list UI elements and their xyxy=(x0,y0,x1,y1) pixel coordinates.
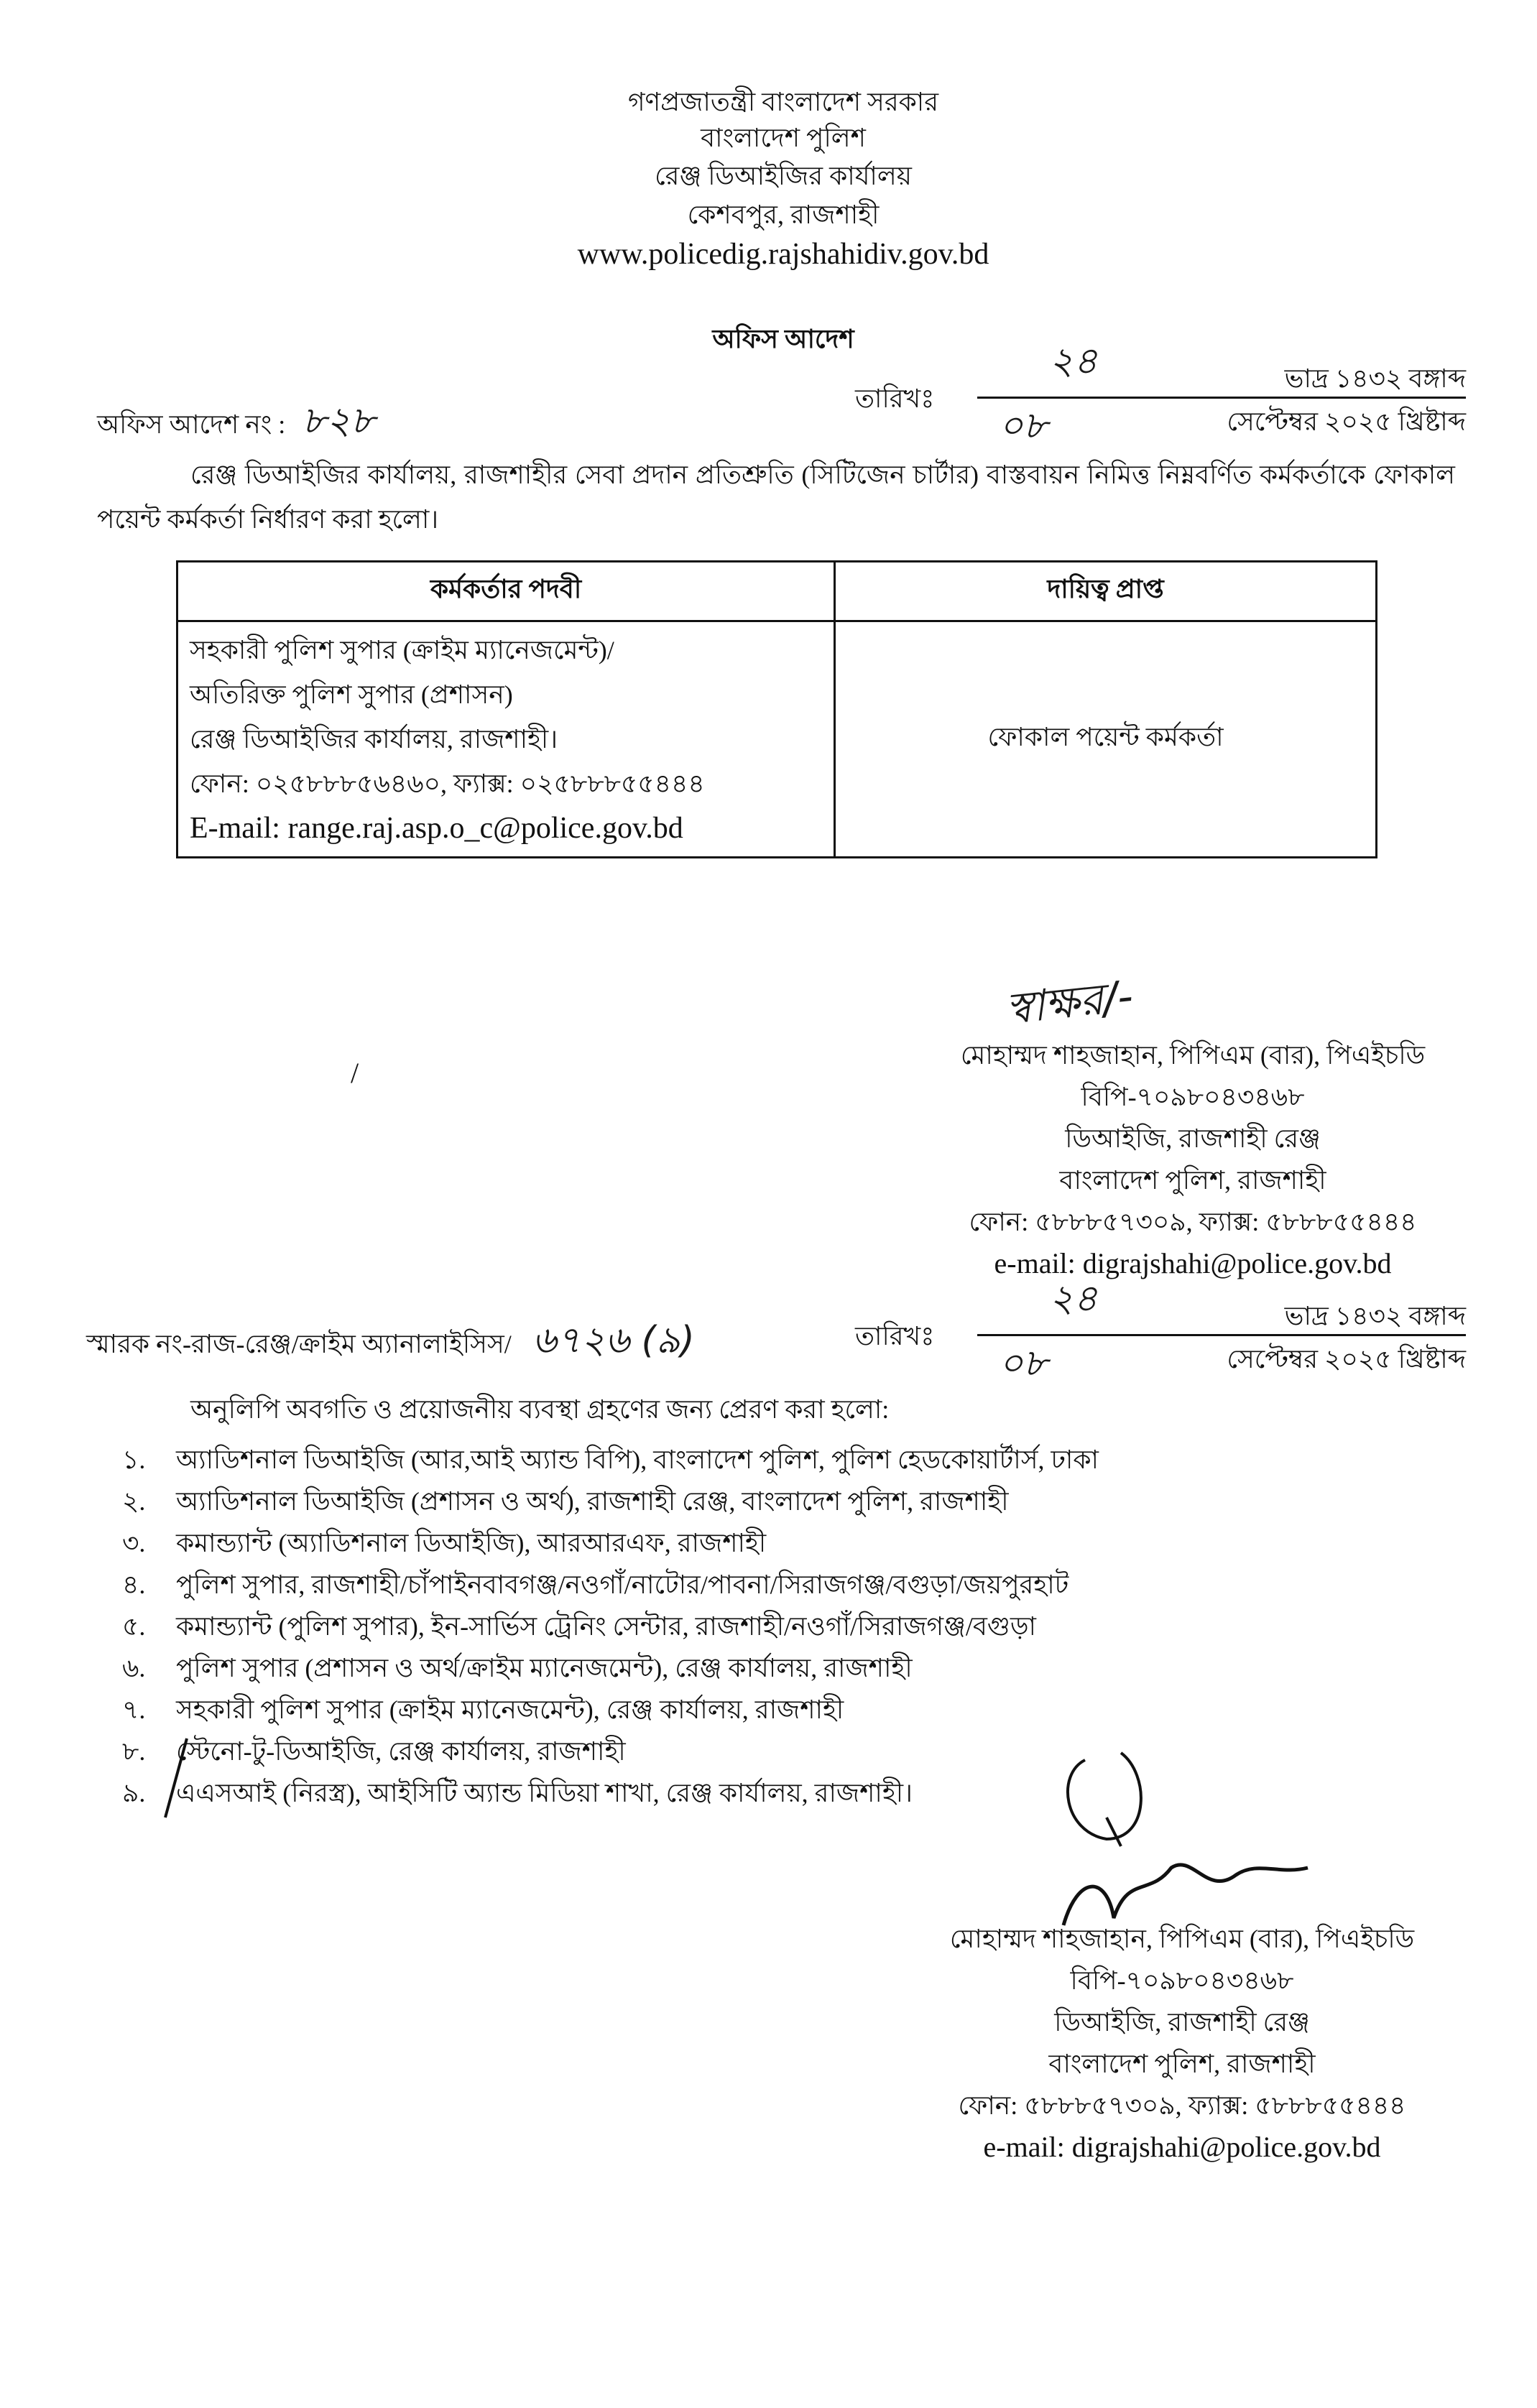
list-item: ৪. পুলিশ সুপার, রাজশাহী/চাঁপাইনবাবগঞ্জ/নওগাঁ/নাটোর/পাবনা/সিরাজগঞ্জ/বগুড়া/জয়পুরহাট xyxy=(122,1570,1069,1599)
list-item: ৮. স্টেনো-টু-ডিআইজি, রেঞ্জ কার্যালয়, রাজশাহী xyxy=(122,1737,626,1766)
order-number-row xyxy=(97,392,375,454)
stray-mark: / xyxy=(351,1057,359,1089)
signatory-org: বাংলাদেশ পুলিশ, রাজশাহী xyxy=(1048,2050,1316,2078)
signature-2-scribble xyxy=(1063,1865,1308,1925)
signature-block-1 xyxy=(905,1034,1480,1284)
officer-line: রেঞ্জ ডিআইজির কার্যালয়, রাজশাহী। xyxy=(190,725,558,754)
memo-row xyxy=(86,1311,695,1374)
responsibility-cell: ফোকাল পয়েন্ট কর্মকর্তা xyxy=(835,621,1377,858)
signatory-phone: ফোন: ৫৮৮৮৫৭৩০৯, ফ্যাক্স: ৫৮৮৮৫৫৪৪৪ xyxy=(969,1208,1417,1236)
officer-line: অতিরিক্ত পুলিশ সুপার (প্রশাসন) xyxy=(190,680,513,709)
focal-point-table xyxy=(176,560,1377,858)
date-label: তারিখঃ xyxy=(855,384,935,413)
bangla-date: ভাদ্র ১৪৩২ বঙ্গাব্দ xyxy=(1284,364,1466,393)
signatory-phone: ফোন: ৫৮৮৮৫৭৩০৯, ফ্যাক্স: ৫৮৮৮৫৫৪৪৪ xyxy=(958,2091,1406,2120)
list-item: ২. অ্যাডিশনাল ডিআইজি (প্রশাসন ও অর্থ), রাজশাহী রেঞ্জ, বাংলাদেশ পুলিশ, রাজশাহী xyxy=(122,1487,1009,1516)
officer-line: সহকারী পুলিশ সুপার (ক্রাইম ম্যানেজমেন্ট)/ xyxy=(190,636,614,664)
bangla-day-handwritten: ২৪ xyxy=(1049,340,1098,383)
column-header-responsibility: দায়িত্ব প্রাপ্ত xyxy=(835,562,1377,621)
signatory-designation: ডিআইজি, রাজশাহী রেঞ্জ xyxy=(1054,2008,1310,2037)
officer-email: E-mail: range.raj.asp.o_c@police.gov.bd xyxy=(190,812,683,845)
signatory-bp: বিপি-৭০৯৮০৪৩৪৬৮ xyxy=(1070,1966,1294,1995)
table-row xyxy=(177,621,1377,858)
header-government: গণপ্রজাতন্ত্রী বাংলাদেশ সরকার xyxy=(627,88,939,116)
memo-number-handwritten: ৬৭২৬ (৯) xyxy=(532,1319,695,1362)
header-office: রেঞ্জ ডিআইজির কার্যালয় xyxy=(655,162,912,190)
date-divider xyxy=(977,397,1466,399)
bracket-stroke xyxy=(165,1738,187,1817)
gregorian-date: সেপ্টেম্বর ২০২৫ খ্রিষ্টাব্দ xyxy=(1227,407,1466,436)
column-header-designation: কর্মকর্তার পদবী xyxy=(177,562,835,621)
document-title: অফিস আদেশ xyxy=(712,325,854,353)
memo-label: স্মারক নং-রাজ-রেঞ্জ/ক্রাইম অ্যানালাইসিস/ xyxy=(86,1330,512,1358)
list-item: ১. অ্যাডিশনাল ডিআইজি (আর,আই অ্যান্ড বিপি), বাংলাদেশ পুলিশ, পুলিশ হেডকোয়ার্টার্স, ঢাকা xyxy=(122,1445,1099,1474)
greg-day-handwritten: ০৮ xyxy=(999,404,1048,448)
initial-loop xyxy=(1068,1753,1141,1839)
order-number-label: অফিস আদেশ নং : xyxy=(97,410,286,439)
signatory-name: মোহাম্মদ শাহজাহান, পিপিএম (বার), পিএইচডি xyxy=(949,1925,1415,1953)
list-item: ৩. কমান্ড্যান্ট (অ্যাডিশনাল ডিআইজি), আরআরএফ, রাজশাহী xyxy=(122,1529,767,1557)
date-label: তারিখঃ xyxy=(855,1322,935,1351)
signatory-designation: ডিআইজি, রাজশাহী রেঞ্জ xyxy=(1065,1124,1321,1153)
list-item: ৯. এএসআই (নিরস্ত্র), আইসিটি অ্যান্ড মিডিয়া শাখা, রেঞ্জ কার্যালয়, রাজশাহী। xyxy=(122,1779,913,1807)
signatory-org: বাংলাদেশ পুলিশ, রাজশাহী xyxy=(1059,1166,1326,1195)
initial-stroke xyxy=(1107,1817,1121,1846)
list-item: ৬. পুলিশ সুপার (প্রশাসন ও অর্থ/ক্রাইম ম্যানেজমেন্ট), রেঞ্জ কার্যালয়, রাজশাহী xyxy=(122,1654,913,1682)
date-block-1 xyxy=(855,340,1466,448)
signatory-name: মোহাম্মদ শাহজাহান, পিপিএম (বার), পিএইচডি xyxy=(960,1041,1426,1070)
signatory-email: e-mail: digrajshahi@police.gov.bd xyxy=(983,2131,1381,2163)
signatory-email: e-mail: digrajshahi@police.gov.bd xyxy=(994,1247,1392,1279)
date-divider xyxy=(977,1334,1466,1336)
table-header-row xyxy=(177,562,1377,621)
bangla-day-handwritten: ২৪ xyxy=(1049,1277,1098,1320)
list-item: ৭. সহকারী পুলিশ সুপার (ক্রাইম ম্যানেজমেন্ট), রেঞ্জ কার্যালয়, রাজশাহী xyxy=(122,1695,844,1724)
header-police: বাংলাদেশ পুলিশ xyxy=(701,124,866,152)
signature-mark-1: স্বাক্ষর/- xyxy=(1003,971,1136,1035)
date-block-2 xyxy=(855,1277,1466,1385)
header-website: www.policedig.rajshahidiv.gov.bd xyxy=(577,238,989,271)
gregorian-date: সেপ্টেম্বর ২০২৫ খ্রিষ্টাব্দ xyxy=(1227,1345,1466,1374)
copy-intro: অনুলিপি অবগতি ও প্রয়োজনীয় ব্যবস্থা গ্রহণের জন্য প্রেরণ করা হলো: xyxy=(190,1395,890,1424)
greg-day-handwritten: ০৮ xyxy=(999,1342,1048,1385)
officer-cell xyxy=(177,621,835,858)
bangla-date: ভাদ্র ১৪৩২ বঙ্গাব্দ xyxy=(1284,1302,1466,1330)
header-address: কেশবপুর, রাজশাহী xyxy=(687,200,880,229)
order-paragraph: রেঞ্জ ডিআইজির কার্যালয়, রাজশাহীর সেবা প্রদান প্রতিশ্রুতি (সিটিজেন চার্টার) বাস্তবায়ন নিমিত্ত নিম্নবর্ণিত কর্মকর্তাকে ফোকাল পয়েন্ট কর্মকর্তা নির্ধারণ করা হলো। xyxy=(97,460,1455,534)
signature-block-2 xyxy=(895,1918,1469,2168)
list-item: ৫. কমান্ড্যান্ট (পুলিশ সুপার), ইন-সার্ভিস ট্রেনিং সেন্টার, রাজশাহী/নওগাঁ/সিরাজগঞ্জ/বগুড়া xyxy=(122,1612,1036,1641)
officer-phone: ফোন: ০২৫৮৮৮৫৬৪৬০, ফ্যাক্স: ০২৫৮৮৮৫৫৪৪৪ xyxy=(190,769,705,798)
signatory-bp: বিপি-৭০৯৮০৪৩৪৬৮ xyxy=(1081,1083,1305,1111)
order-number-handwritten: ৮২৮ xyxy=(302,399,375,443)
